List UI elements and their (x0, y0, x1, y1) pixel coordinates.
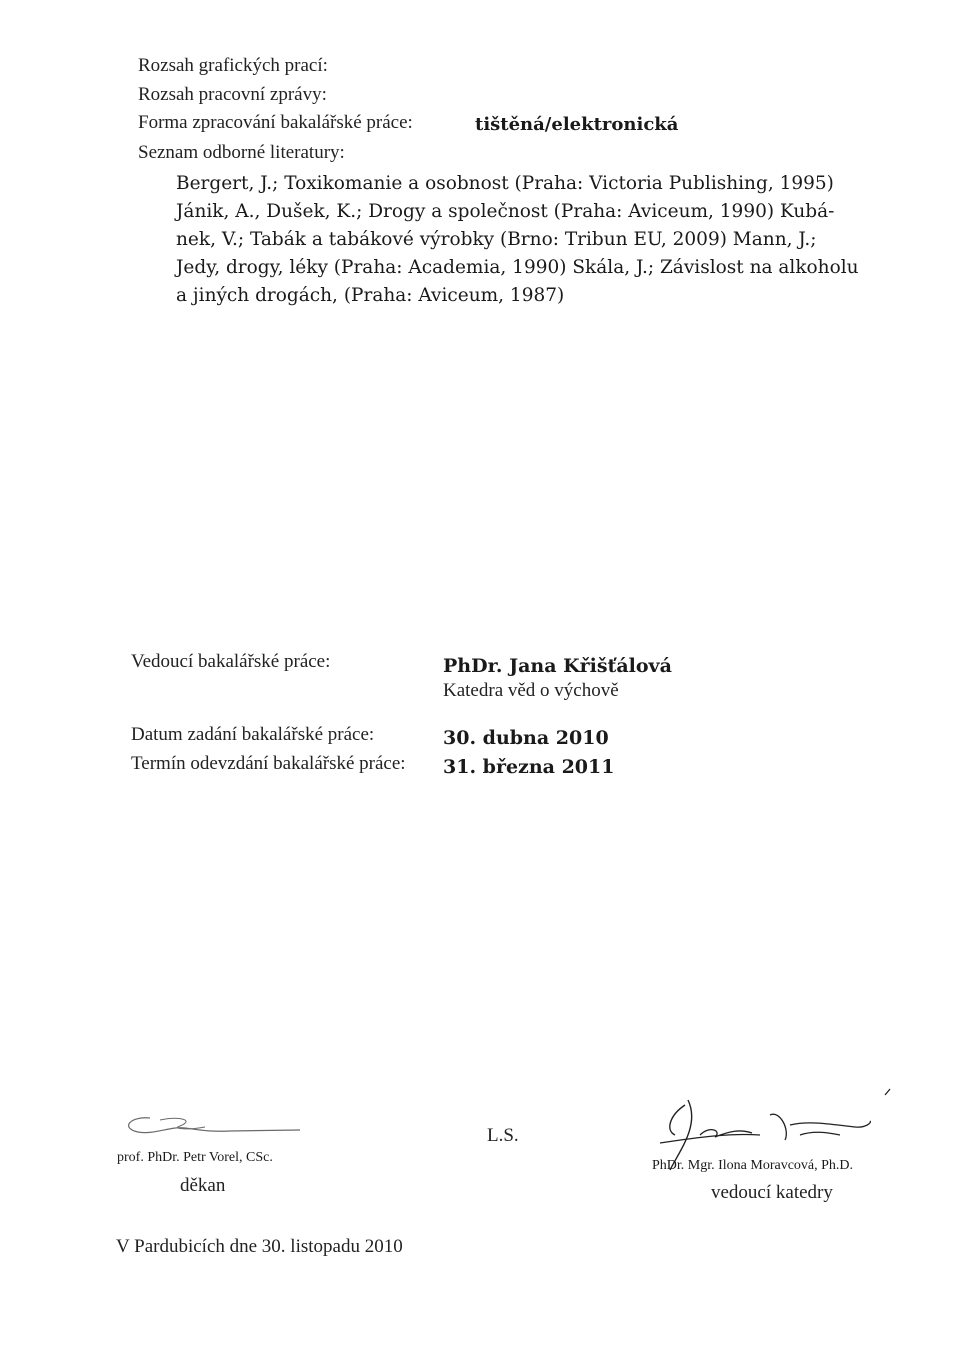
seal-mark: L.S. (487, 1125, 519, 1146)
literature-label: Seznam odborné literatury: (138, 142, 345, 163)
supervisor-name: PhDr. Jana Křišťálová (443, 655, 672, 677)
reference-list (176, 170, 876, 310)
dean-name: prof. PhDr. Petr Vorel, CSc. (117, 1150, 273, 1165)
form-label: Forma zpracování bakalářské práce: (138, 112, 413, 133)
supervisor-label: Vedoucí bakalářské práce: (131, 651, 331, 672)
head-name: PhDr. Mgr. Ilona Moravcová, Ph.D. (652, 1158, 854, 1173)
dean-title: děkan (180, 1175, 226, 1196)
assigned-date-label: Datum zadání bakalářské práce: (131, 724, 375, 745)
reference-line: nek, V.; Tabák a tabákové výrobky (Brno: Tribun EU, 2009) Mann, J.; (176, 229, 817, 250)
head-title: vedoucí katedry (711, 1182, 833, 1203)
report-scope-label: Rozsah pracovní zprávy: (138, 84, 327, 105)
due-date-label: Termín odevzdání bakalářské práce: (131, 753, 406, 774)
graphic-scope-label: Rozsah grafických prací: (138, 55, 328, 76)
reference-line: Jedy, drogy, léky (Praha: Academia, 1990) Skála, J.; Závislost na alkoholu (176, 257, 859, 278)
form-value: tištěná/elektronická (475, 114, 679, 135)
place-date: V Pardubicích dne 30. listopadu 2010 (116, 1236, 403, 1257)
reference-line: a jiných drogách, (Praha: Aviceum, 1987) (176, 285, 565, 306)
assigned-date-value: 30. dubna 2010 (443, 727, 609, 749)
supervisor-department: Katedra věd o výchově (443, 680, 619, 701)
due-date-value: 31. března 2011 (443, 756, 615, 778)
dean-signature (110, 1108, 310, 1148)
reference-line: Jánik, A., Dušek, K.; Drogy a společnost (Praha: Aviceum, 1990) Kubá- (176, 201, 835, 222)
reference-line: Bergert, J.; Toxikomanie a osobnost (Praha: Victoria Publishing, 1995) (176, 173, 834, 194)
